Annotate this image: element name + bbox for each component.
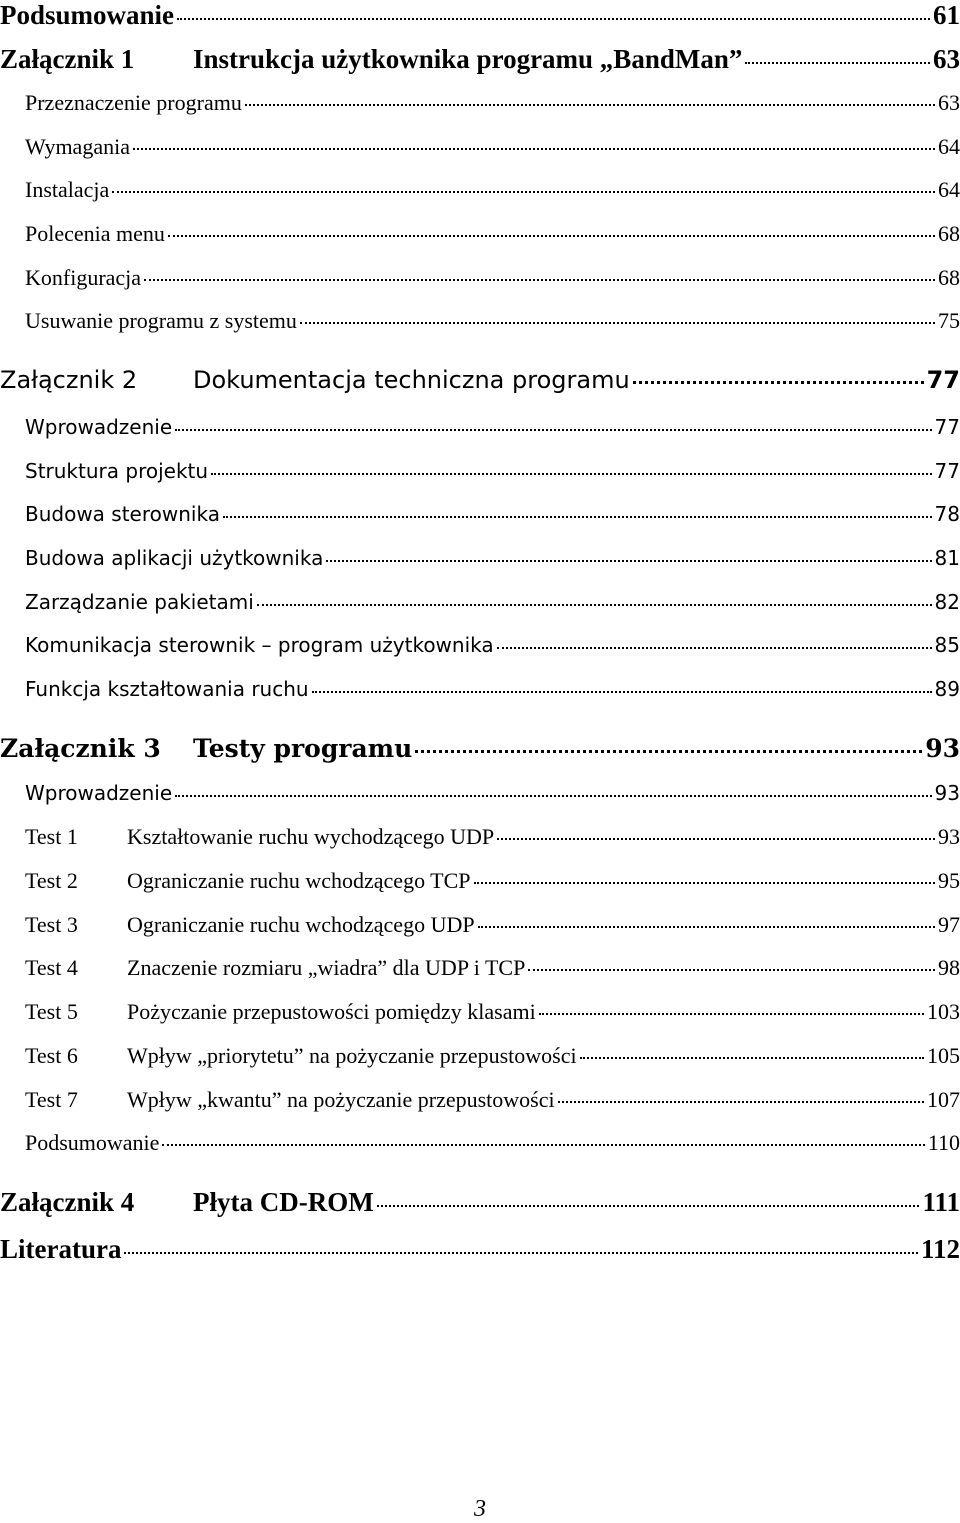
toc-test-entry[interactable] (25, 1087, 960, 1113)
toc-entry-page: 93 (938, 824, 960, 849)
toc-entry-page: 97 (938, 912, 960, 937)
toc-entry-title: Struktura projektu (25, 459, 209, 483)
toc-entry-title: Pożyczanie przepustowości pomiędzy klasami (127, 999, 536, 1024)
toc-subentry[interactable] (25, 221, 960, 247)
toc-subentry[interactable] (25, 1130, 960, 1156)
toc-entry-page: 64 (938, 134, 960, 159)
toc-entry-title: Funkcja kształtowania ruchu (25, 677, 309, 701)
toc-entry-page: 107 (927, 1087, 960, 1112)
toc-entry-title: Przeznaczenie programu (25, 90, 242, 115)
dot-leader (124, 1252, 918, 1254)
toc-entry-page: 68 (938, 221, 960, 246)
dot-leader (175, 429, 931, 431)
toc-test-entry[interactable] (25, 955, 960, 981)
toc-test-entry[interactable] (25, 912, 960, 938)
toc-entry-title: Instalacja (25, 177, 110, 202)
toc-entry-number: Załącznik 3 (0, 734, 161, 763)
toc-entry-title: Znaczenie rozmiaru „wiadra” dla UDP i TCP (127, 955, 526, 980)
dot-leader (223, 516, 932, 518)
toc-entry-page: 110 (927, 1130, 960, 1155)
toc-entry-title: Wymagania (25, 134, 130, 159)
dot-leader (474, 882, 935, 884)
toc-entry-title: Literatura (0, 1234, 122, 1264)
toc-entry-title: Wprowadzenie (25, 781, 173, 805)
toc-entry-page: 82 (934, 590, 960, 614)
toc-subentry[interactable] (25, 677, 960, 701)
toc-entry-number: Test 1 (25, 824, 78, 849)
toc-entry-page: 61 (933, 0, 960, 30)
dot-leader (497, 838, 935, 840)
dot-leader (745, 62, 930, 64)
dot-leader (312, 691, 932, 693)
toc-entry-page: 111 (922, 1187, 960, 1217)
toc-test-entry[interactable] (25, 824, 960, 850)
dot-leader (177, 18, 930, 20)
toc-entry-page: 77 (926, 366, 960, 394)
dot-leader (497, 647, 932, 649)
toc-entry-number: Załącznik 2 (0, 366, 138, 394)
toc-entry-title: Ograniczanie ruchu wchodzącego TCP (127, 868, 471, 893)
toc-entry-zalacznik-2[interactable] (0, 366, 960, 394)
dot-leader (162, 1144, 924, 1146)
dot-leader (415, 750, 922, 753)
dot-leader (144, 279, 935, 281)
dot-leader (478, 926, 935, 928)
toc-entry-title: Usuwanie programu z systemu (25, 308, 297, 333)
toc-entry-page: 93 (925, 734, 960, 763)
toc-subentry[interactable] (25, 781, 960, 805)
toc-entry-title: Budowa sterownika (25, 502, 220, 526)
dot-leader (211, 473, 932, 475)
toc-entry-title: Zarządzanie pakietami (25, 590, 254, 614)
toc-entry-page: 78 (934, 502, 960, 526)
toc-entry-number: Załącznik 1 (0, 44, 135, 74)
toc-entry-title: Wprowadzenie (25, 415, 173, 439)
dot-leader (112, 191, 935, 193)
toc-subentry[interactable] (25, 90, 960, 116)
toc-subentry[interactable] (25, 308, 960, 334)
dot-leader (257, 604, 932, 606)
toc-entry-page: 112 (920, 1234, 960, 1264)
toc-subentry[interactable] (25, 177, 960, 203)
toc-entry-zalacznik-1[interactable] (0, 44, 960, 75)
dot-leader (300, 322, 935, 324)
dot-leader (133, 148, 935, 150)
toc-entry-page: 93 (934, 781, 960, 805)
toc-test-entry[interactable] (25, 868, 960, 894)
toc-subentry[interactable] (25, 546, 960, 570)
toc-entry-zalacznik-3[interactable] (0, 734, 960, 763)
toc-subentry[interactable] (25, 265, 960, 291)
toc-entry-title: Budowa aplikacji użytkownika (25, 546, 324, 570)
toc-entry-page: 77 (934, 415, 960, 439)
toc-entry-page: 63 (938, 90, 960, 115)
toc-entry-podsumowanie[interactable] (0, 0, 960, 31)
dot-leader (175, 795, 931, 797)
toc-entry-title: Komunikacja sterownik – program użytkownika (25, 633, 494, 657)
toc-entry-title: Dokumentacja techniczna programu (193, 366, 630, 394)
toc-test-entry[interactable] (25, 1043, 960, 1069)
toc-subentry[interactable] (25, 633, 960, 657)
toc-entry-page: 68 (938, 265, 960, 290)
dot-leader (528, 969, 935, 971)
toc-entry-page: 75 (938, 308, 960, 333)
toc-entry-number: Załącznik 4 (0, 1187, 135, 1217)
toc-entry-page: 98 (938, 955, 960, 980)
toc-entry-page: 63 (933, 44, 960, 74)
toc-subentry[interactable] (25, 590, 960, 614)
toc-subentry[interactable] (25, 415, 960, 439)
toc-entry-title: Wpływ „priorytetu” na pożyczanie przepustowości (127, 1043, 577, 1068)
toc-entry-page: 85 (934, 633, 960, 657)
toc-entry-title: Podsumowanie (25, 1130, 160, 1155)
toc-entry-title: Kształtowanie ruchu wychodzącego UDP (127, 824, 495, 849)
toc-entry-title: Polecenia menu (25, 221, 165, 246)
toc-entry-page: 77 (934, 459, 960, 483)
toc-subentry[interactable] (25, 134, 960, 160)
toc-subentry[interactable] (25, 502, 960, 526)
toc-entry-title: Konfiguracja (25, 265, 142, 290)
toc-entry-title: Wpływ „kwantu” na pożyczanie przepustowości (127, 1087, 555, 1112)
toc-entry-title: Testy programu (193, 734, 413, 763)
toc-entry-number: Test 7 (25, 1087, 78, 1112)
dot-leader (558, 1101, 924, 1103)
toc-entry-number: Test 5 (25, 999, 78, 1024)
dot-leader (326, 560, 931, 562)
toc-entry-zalacznik-4[interactable] (0, 1187, 960, 1218)
toc-entry-literatura[interactable] (0, 1234, 960, 1265)
dot-leader (245, 104, 935, 106)
dot-leader (633, 381, 924, 384)
dot-leader (377, 1205, 920, 1207)
toc-entry-page: 103 (927, 999, 960, 1024)
toc-entry-title: Podsumowanie (0, 0, 175, 30)
toc-entry-title: Ograniczanie ruchu wchodzącego UDP (127, 912, 475, 937)
toc-entry-number: Test 6 (25, 1043, 78, 1068)
toc-entry-title: Instrukcja użytkownika programu „BandMan” (193, 44, 743, 74)
dot-leader (168, 235, 935, 237)
dot-leader (539, 1013, 924, 1015)
toc-entry-page: 95 (938, 868, 960, 893)
dot-leader (580, 1057, 924, 1059)
toc-entry-page: 81 (934, 546, 960, 570)
toc-subentry[interactable] (25, 459, 960, 483)
toc-entry-page: 89 (934, 677, 960, 701)
toc-entry-number: Test 3 (25, 912, 78, 937)
page-number: 3 (474, 1496, 486, 1522)
toc-entry-title: Płyta CD-ROM (193, 1187, 374, 1217)
toc-entry-page: 64 (938, 177, 960, 202)
toc-entry-page: 105 (927, 1043, 960, 1068)
toc-entry-number: Test 2 (25, 868, 78, 893)
toc-entry-number: Test 4 (25, 955, 78, 980)
toc-test-entry[interactable] (25, 999, 960, 1025)
